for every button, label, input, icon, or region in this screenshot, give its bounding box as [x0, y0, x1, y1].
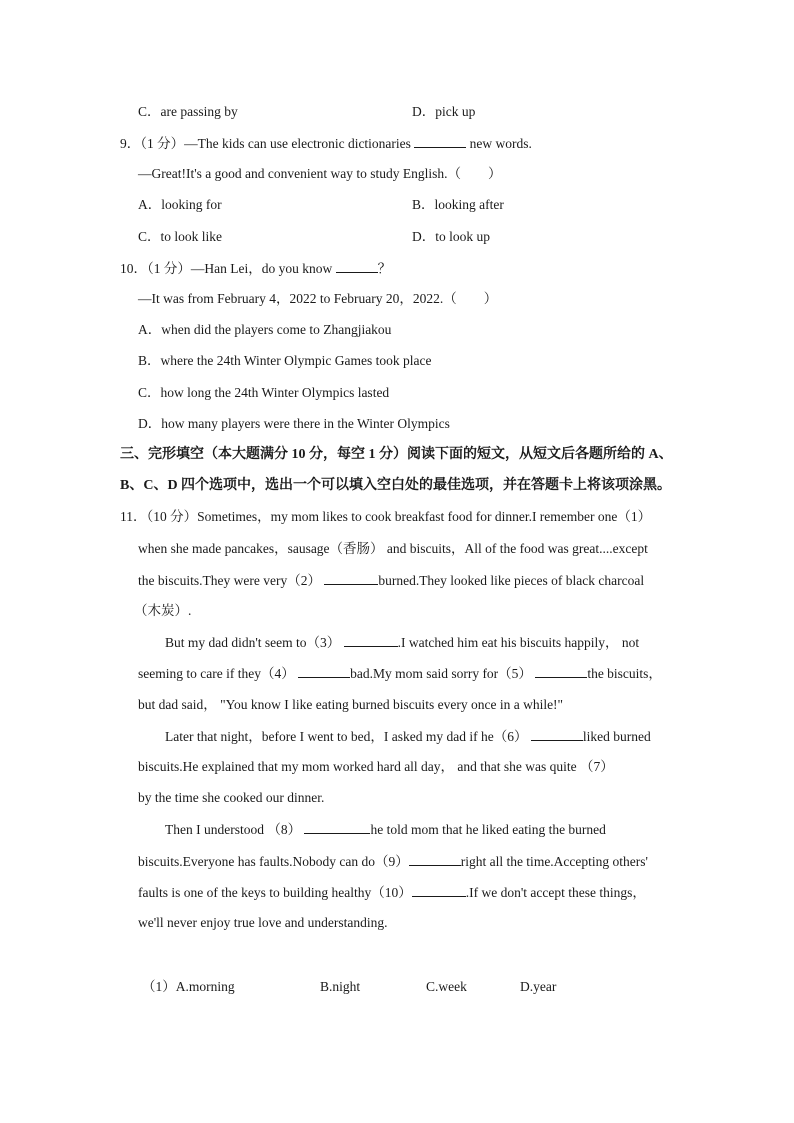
passage-text: .If we don't accept these things， — [465, 885, 646, 900]
q11-1-option-d: D.year — [520, 979, 557, 994]
passage-line: but dad said， "You know I like eating burned biscuits every once in a while!" — [138, 697, 564, 712]
q10-option-d: D．how many players were there in the Winter Olympics — [138, 416, 450, 431]
passage-line: by the time she cooked our dinner. — [138, 790, 325, 805]
passage-text: Later that night，before I went to bed，I asked my dad if he（6） — [165, 729, 528, 744]
q8-option-c: C．are passing by — [138, 104, 238, 119]
passage-text: biscuits.Everyone has faults.Nobody can do（9） — [138, 854, 409, 869]
q8-option-d: D．pick up — [412, 104, 476, 119]
passage-text: .I watched him eat his biscuits happily， not — [397, 635, 640, 650]
passage-line — [138, 852, 648, 871]
passage-line: when she made pancakes，sausage（香肠） and biscuits，All of the food was great....except — [138, 541, 648, 556]
q10-reply: —It was from February 4，2022 to February 20，2022.（ ） — [138, 291, 498, 306]
answer-blank-5 — [535, 664, 587, 678]
passage-line — [138, 664, 662, 683]
q10-stem-text: 10．（1 分）—Han Lei，do you know — [120, 261, 336, 276]
passage-text: right all the time.Accepting others' — [460, 854, 648, 869]
q9-option-c: C．to look like — [138, 229, 222, 244]
q9-stem-text-end: new words. — [466, 136, 532, 151]
passage-text: Then I understood （8） — [165, 822, 302, 837]
q9-reply: —Great!It's a good and convenient way to study English.（ ） — [138, 166, 502, 181]
q9-option-a: A．looking for — [138, 197, 222, 212]
q9-stem — [120, 134, 532, 153]
q9-option-b: B．looking after — [412, 197, 504, 212]
passage-line — [165, 727, 651, 746]
section-heading: 三、完形填空（本大题满分 10 分，每空 1 分）阅读下面的短文，从短文后各题所给的 A、 — [120, 447, 673, 462]
passage-line: biscuits.He explained that my mom worked hard all day， and that she was quite （7） — [138, 759, 614, 774]
q9-option-d: D．to look up — [412, 229, 491, 244]
q11-1-option-b: B.night — [320, 979, 361, 994]
answer-blank-4 — [298, 664, 350, 678]
q10-option-b: B．where the 24th Winter Olympic Games took place — [138, 353, 432, 368]
answer-blank-3 — [344, 633, 398, 647]
passage-text: he told mom that he liked eating the burned — [370, 822, 606, 837]
q9-stem-text: 9．（1 分）—The kids can use electronic dictionaries — [120, 136, 415, 151]
answer-blank — [336, 259, 378, 273]
answer-blank-6 — [531, 727, 583, 741]
answer-blank-2 — [324, 571, 378, 585]
passage-text: bad.My mom said sorry for（5） — [350, 666, 532, 681]
passage-text: burned.They looked like pieces of black charcoal — [378, 573, 645, 588]
answer-blank — [414, 134, 466, 148]
section-heading-cont: B、C、D 四个选项中，选出一个可以填入空白处的最佳选项，并在答题卡上将该项涂黑。 — [120, 478, 672, 493]
passage-text: the biscuits.They were very（2） — [138, 573, 321, 588]
q10-stem — [120, 259, 391, 278]
passage-text: seeming to care if they（4） — [138, 666, 295, 681]
passage-line — [165, 633, 639, 652]
passage-line — [138, 571, 644, 590]
passage-line: we'll never enjoy true love and understanding. — [138, 915, 388, 930]
passage-text: faults is one of the keys to building healthy（10） — [138, 885, 412, 900]
passage-line: （木炭）. — [134, 603, 192, 618]
answer-blank-9 — [409, 852, 461, 866]
q10-stem-text-end: ？ — [377, 261, 392, 276]
q11-1-option-a: （1）A.morning — [142, 979, 235, 994]
passage-text: the biscuits， — [587, 666, 662, 681]
passage-line — [165, 820, 606, 839]
passage-line — [138, 883, 646, 902]
q10-option-c: C．how long the 24th Winter Olympics lasted — [138, 385, 390, 400]
q11-1-option-c: C.week — [426, 979, 467, 994]
passage-line: 11．（10 分）Sometimes，my mom likes to cook breakfast food for dinner.I remember one（1） — [120, 509, 652, 524]
passage-text: But my dad didn't seem to（3） — [165, 635, 341, 650]
answer-blank-8 — [304, 820, 370, 834]
q10-option-a: A．when did the players come to Zhangjiakou — [138, 322, 392, 337]
answer-blank-10 — [412, 883, 466, 897]
passage-text: liked burned — [582, 729, 651, 744]
